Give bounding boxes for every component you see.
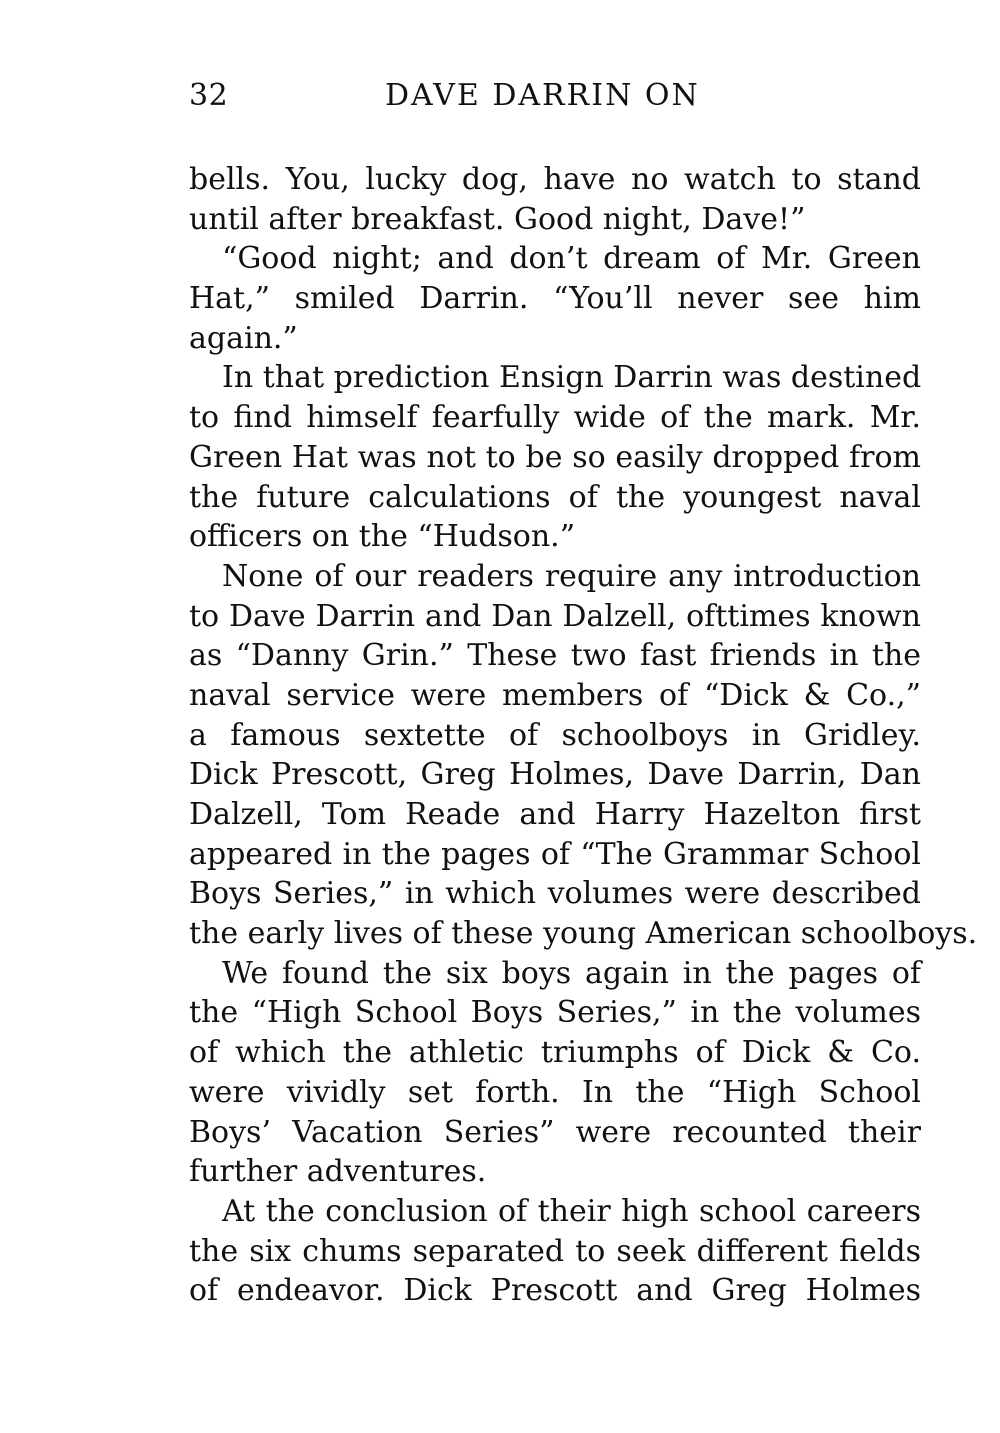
text-line: “Good night; and don’t dream of Mr. Green [222, 241, 921, 277]
text-line: Hat,” smiled Darrin. “You’ll never see him [189, 281, 921, 317]
text-line: officers on the “Hudson.” [189, 519, 576, 555]
text-line: the “High School Boys Series,” in the volumes [189, 995, 921, 1031]
text-line: further adventures. [189, 1154, 487, 1190]
body-text [189, 160, 978, 1311]
text-line: the six chums separated to seek different fields [189, 1233, 921, 1269]
text-line: Green Hat was not to be so easily dropped from [189, 439, 921, 475]
text-line: again.” [189, 320, 298, 356]
text-line: a famous sextette of schoolboys in Gridley. [189, 717, 921, 753]
text-line: naval service were members of “Dick & Co.,” [189, 677, 921, 713]
text-line: Boys’ Vacation Series” were recounted their [189, 1114, 921, 1150]
text-line: the early lives of these young American schoolboys. [189, 916, 978, 952]
text-line: None of our readers require any introduction [222, 558, 921, 594]
text-line: Dalzell, Tom Reade and Harry Hazelton first [189, 797, 921, 832]
text-line: At the conclusion of their high school careers [222, 1193, 921, 1229]
text-line: appeared in the pages of “The Grammar School [189, 836, 921, 872]
text-line: as “Danny Grin.” These two fast friends in the [189, 638, 921, 674]
running-head: DAVE DARRIN ON [385, 78, 700, 113]
text-line: the future calculations of the youngest naval [189, 479, 921, 515]
page-header [189, 78, 921, 128]
text-line: Dick Prescott, Greg Holmes, Dave Darrin, Dan [189, 757, 921, 793]
text-line: bells. You, lucky dog, have no watch to stand [189, 162, 921, 197]
text-line: Boys Series,” in which volumes were described [189, 876, 921, 912]
text-line: to Dave Darrin and Dan Dalzell, ofttimes known [189, 598, 921, 634]
page-number: 32 [189, 78, 229, 113]
text-line: We found the six boys again in the pages of [222, 955, 921, 991]
text-line: In that prediction Ensign Darrin was destined [222, 360, 922, 396]
text-line: of which the athletic triumphs of Dick & Co. [189, 1035, 921, 1071]
text-line: to find himself fearfully wide of the mark. Mr. [189, 400, 921, 436]
text-line: of endeavor. Dick Prescott and Greg Holmes [189, 1273, 921, 1309]
text-line: were vividly set forth. In the “High School [189, 1074, 921, 1110]
text-line: until after breakfast. Good night, Dave!” [189, 201, 806, 237]
